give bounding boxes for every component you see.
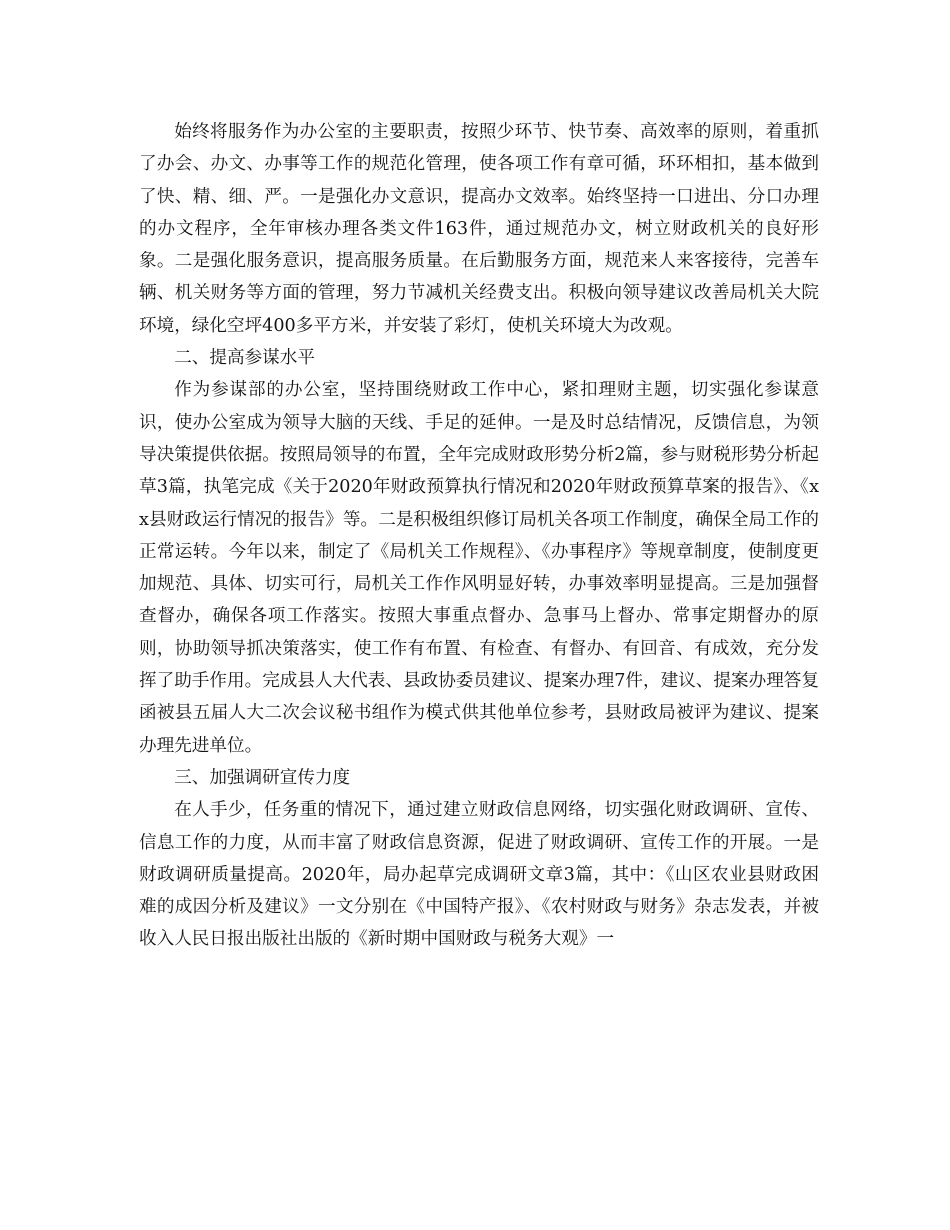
paragraph-research-publicity: 在人手少，任务重的情况下，通过建立财政信息网络，切实强化财政调研、宣传、信息工作的力度，从而丰富了财政信息资源，促进了财政调研、宣传工作的开展。一是财政调研质量提高。2020年，局办起草完成调研文章3篇，其中：《山区农业县财政困难的成因分析及建议》一文分别在《中国特产报》、《农村财政与财务》杂志发表，并被收入人民日报出版社出版的《新时期中国财政与税务大观》一: [139, 800, 819, 950]
section-heading-research-publicity: 三、加强调研宣传力度: [174, 767, 351, 788]
paragraph-service-duties: 始终将服务作为办公室的主要职责，按照少环节、快节奏、高效率的原则，着重抓了办会、办文、办事等工作的规范化管理，使各项工作有章可循，环环相扣，基本做到了快、精、细、严。一是强化办文意识，提高办文效率。始终坚持一口进出、分口办理的办文程序，全年审核办理各类文件163件，通过规范办文，树立财政机关的良好形象。二是强化服务意识，提高服务质量。在后勤服务方面，规范来人来客接待，完善车辆、机关财务等方面的管理，努力节减机关经费支出。积极向领导建议改善局机关大院环境，绿化空坪400多平方米，并安装了彩灯，使机关环境大为改观。: [139, 122, 819, 336]
section-heading-advisory: 二、提高参谋水平: [174, 348, 315, 369]
document-body: [139, 116, 819, 956]
paragraph-advisory-work: 作为参谋部的办公室，坚持围绕财政工作中心，紧扣理财主题，切实强化参谋意识，使办公室成为领导大脑的天线、手足的延伸。一是及时总结情况，反馈信息，为领导决策提供依据。按照局领导的布置，全年完成财政形势分析2篇，参与财税形势分析起草3篇，执笔完成《关于2020年财政预算执行情况和2020年财政预算草案的报告》、《xx县财政运行情况的报告》等。二是积极组织修订局机关各项工作制度，确保全局工作的正常运转。今年以来，制定了《局机关工作规程》、《办事程序》等规章制度，使制度更加规范、具体、切实可行，局机关工作作风明显好转，办事效率明显提高。三是加强督查督办，确保各项工作落实。按照大事重点督办、急事马上督办、常事定期督办的原则，协助领导抓决策落实，使工作有布置、有检查、有督办、有回音、有成效，充分发挥了助手作用。完成县人大代表、县政协委员建议、提案办理7件，建议、提案办理答复函被县五届人大二次会议秘书组作为模式供其他单位参考，县财政局被评为建议、提案办理先进单位。: [139, 380, 819, 756]
